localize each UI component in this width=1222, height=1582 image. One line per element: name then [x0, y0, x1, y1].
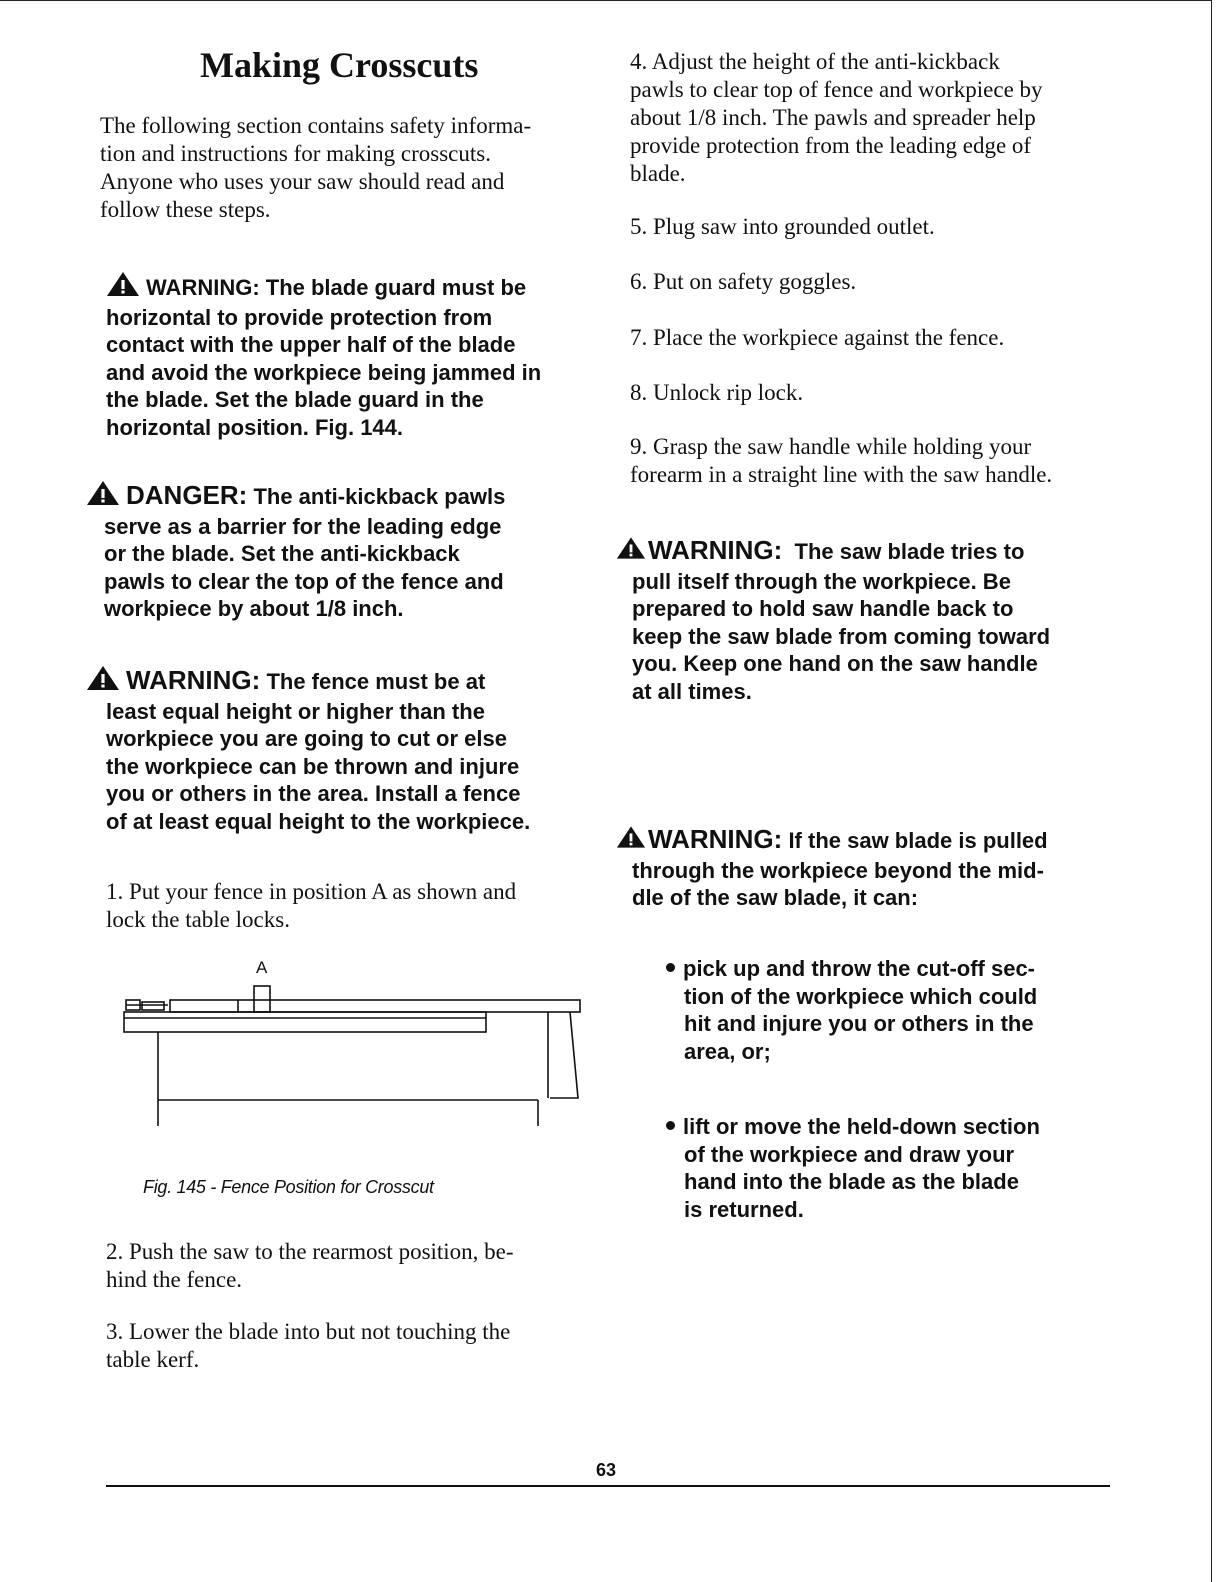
warning-fence-height: WARNING: The fence must be at least equal height or higher than the workpiece you are going to cut or else the workpiece can be thrown and injure you or others in the area. Install a fence of at least equal height to the workpiece.	[86, 665, 530, 835]
step-6: 6. Put on safety goggles.	[630, 269, 857, 294]
bullet-icon	[666, 963, 675, 972]
warning-blade-pull: WARNING: The saw blade tries to pull itself through the workpiece. Be prepared to hold saw handle back to keep the saw blade from coming toward you. Keep one hand on the saw handle at all times.	[616, 535, 1050, 705]
bullet-icon	[666, 1121, 675, 1130]
step-5: 5. Plug saw into grounded outlet.	[630, 214, 935, 239]
warning-triangle-icon	[616, 535, 646, 568]
figure-caption: Fig. 145 - Fence Position for Crosscut	[143, 1177, 434, 1197]
warning-blade-guard: WARNING: The blade guard must be horizontal to provide protection from contact with the upper half of the blade and avoid the workpiece being jammed in the blade. Set the blade guard in the horizontal position. Fig. 144.	[106, 271, 541, 441]
page-title: Making Crosscuts	[200, 45, 479, 85]
warning-triangle-icon	[616, 824, 646, 857]
warning-triangle-icon	[106, 271, 140, 304]
page-right-edge	[1211, 0, 1212, 1582]
list-item: lift or move the held-down section of the workpiece and draw your hand into the blade as the blade is returned.	[666, 1113, 1040, 1223]
danger-anti-kickback: DANGER: The anti-kickback pawls serve as a barrier for the leading edge or the blade. Set the anti-kickback pawls to clear the top of the fence and workpiece by about 1/8 inch.	[86, 480, 505, 623]
warning-triangle-icon	[86, 665, 120, 698]
intro-paragraph: The following section contains safety informa- tion and instructions for making crosscuts. Anyone who uses your saw should read and follow these steps.	[100, 113, 532, 222]
list-item: pick up and throw the cut-off sec- tion of the workpiece which could hit and injure you or others in the area, or;	[666, 955, 1040, 1065]
warning-triangle-icon	[86, 480, 120, 513]
footer-rule	[106, 1485, 1110, 1487]
step-1: 1. Put your fence in position A as shown and lock the table locks.	[106, 879, 517, 932]
step-2: 2. Push the saw to the rearmost position, be- hind the fence.	[106, 1239, 514, 1292]
step-4: 4. Adjust the height of the anti-kickback pawls to clear top of fence and workpiece by about 1/8 inch. The pawls and spreader help provide protection from the leading edge of blade.	[630, 49, 1043, 186]
bullet-list	[666, 955, 1040, 1223]
fence-position-figure	[118, 978, 588, 1135]
page-number: 63	[596, 1460, 617, 1480]
step-8: 8. Unlock rip lock.	[630, 380, 804, 405]
step-9: 9. Grasp the saw handle while holding your forearm in a straight line with the saw handle.	[630, 434, 1053, 487]
figure-position-label: A	[256, 958, 268, 977]
warning-beyond-middle: WARNING: If the saw blade is pulled through the workpiece beyond the mid- dle of the saw blade, it can:	[616, 824, 1048, 912]
step-3: 3. Lower the blade into but not touching the table kerf.	[106, 1319, 511, 1372]
step-7: 7. Place the workpiece against the fence.	[630, 325, 1005, 350]
page-top-edge	[0, 0, 1212, 1]
